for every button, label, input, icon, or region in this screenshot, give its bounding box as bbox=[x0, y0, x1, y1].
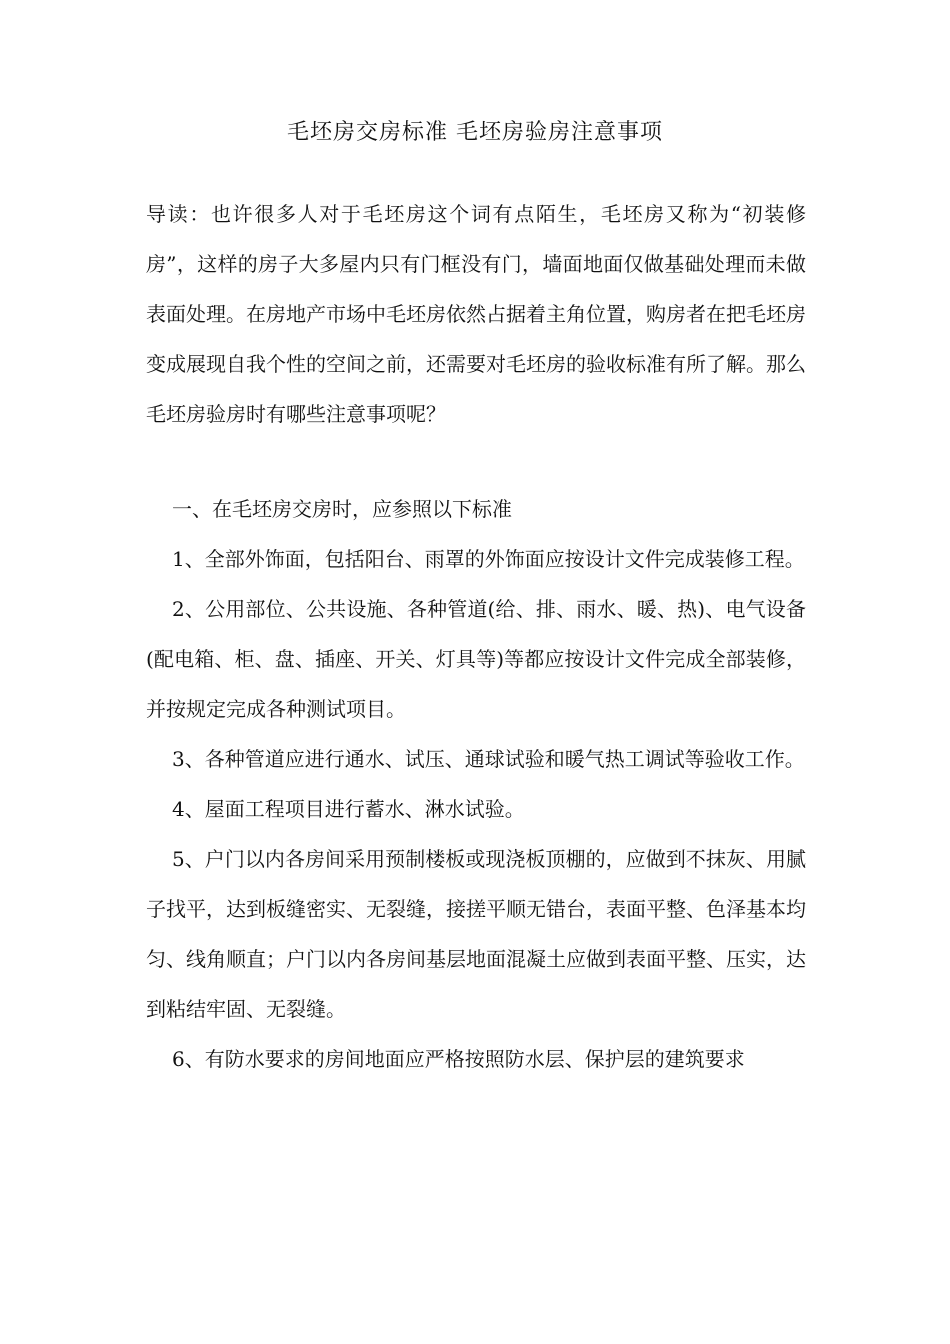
list-item: 5、户门以内各房间采用预制楼板或现浇板顶棚的，应做到不抹灰、用腻子找平，达到板缝密实、无裂缝，接搓平顺无错台，表面平整、色泽基本均匀、线角顺直；户门以内各房间基层地面混凝土应做到表面平整、压实，达到粘结牢固、无裂缝。 bbox=[146, 847, 806, 1021]
document-title: 毛坯房交房标准 毛坯房验房注意事项 bbox=[287, 120, 663, 145]
intro-paragraph: 导读：也许很多人对于毛坯房这个词有点陌生，毛坯房又称为“初装修房”，这样的房子大多屋内只有门框没有门，墙面地面仅做基础处理而未做表面处理。在房地产市场中毛坯房依然占据着主角位置，购房者在把毛坯房变成展现自我个性的空间之前，还需要对毛坯房的验收标准有所了解。那么毛坯房验房时有哪些注意事项呢？ bbox=[146, 202, 806, 426]
list-item: 4、屋面工程项目进行蓄水、淋水试验。 bbox=[172, 797, 525, 821]
list-item: 3、各种管道应进行通水、试压、通球试验和暖气热工调试等验收工作。 bbox=[172, 747, 805, 771]
section-heading: 一、在毛坯房交房时，应参照以下标准 bbox=[172, 497, 512, 521]
list-item: 2、公用部位、公共设施、各种管道(给、排、雨水、暖、热)、电气设备(配电箱、柜、盘、插座、开关、灯具等)等都应按设计文件完成全部装修，并按规定完成各种测试项目。 bbox=[146, 597, 806, 721]
standards-section bbox=[146, 484, 806, 1084]
list-item: 6、有防水要求的房间地面应严格按照防水层、保护层的建筑要求 bbox=[172, 1047, 745, 1071]
list-item: 1、全部外饰面，包括阳台、雨罩的外饰面应按设计文件完成装修工程。 bbox=[172, 547, 805, 571]
